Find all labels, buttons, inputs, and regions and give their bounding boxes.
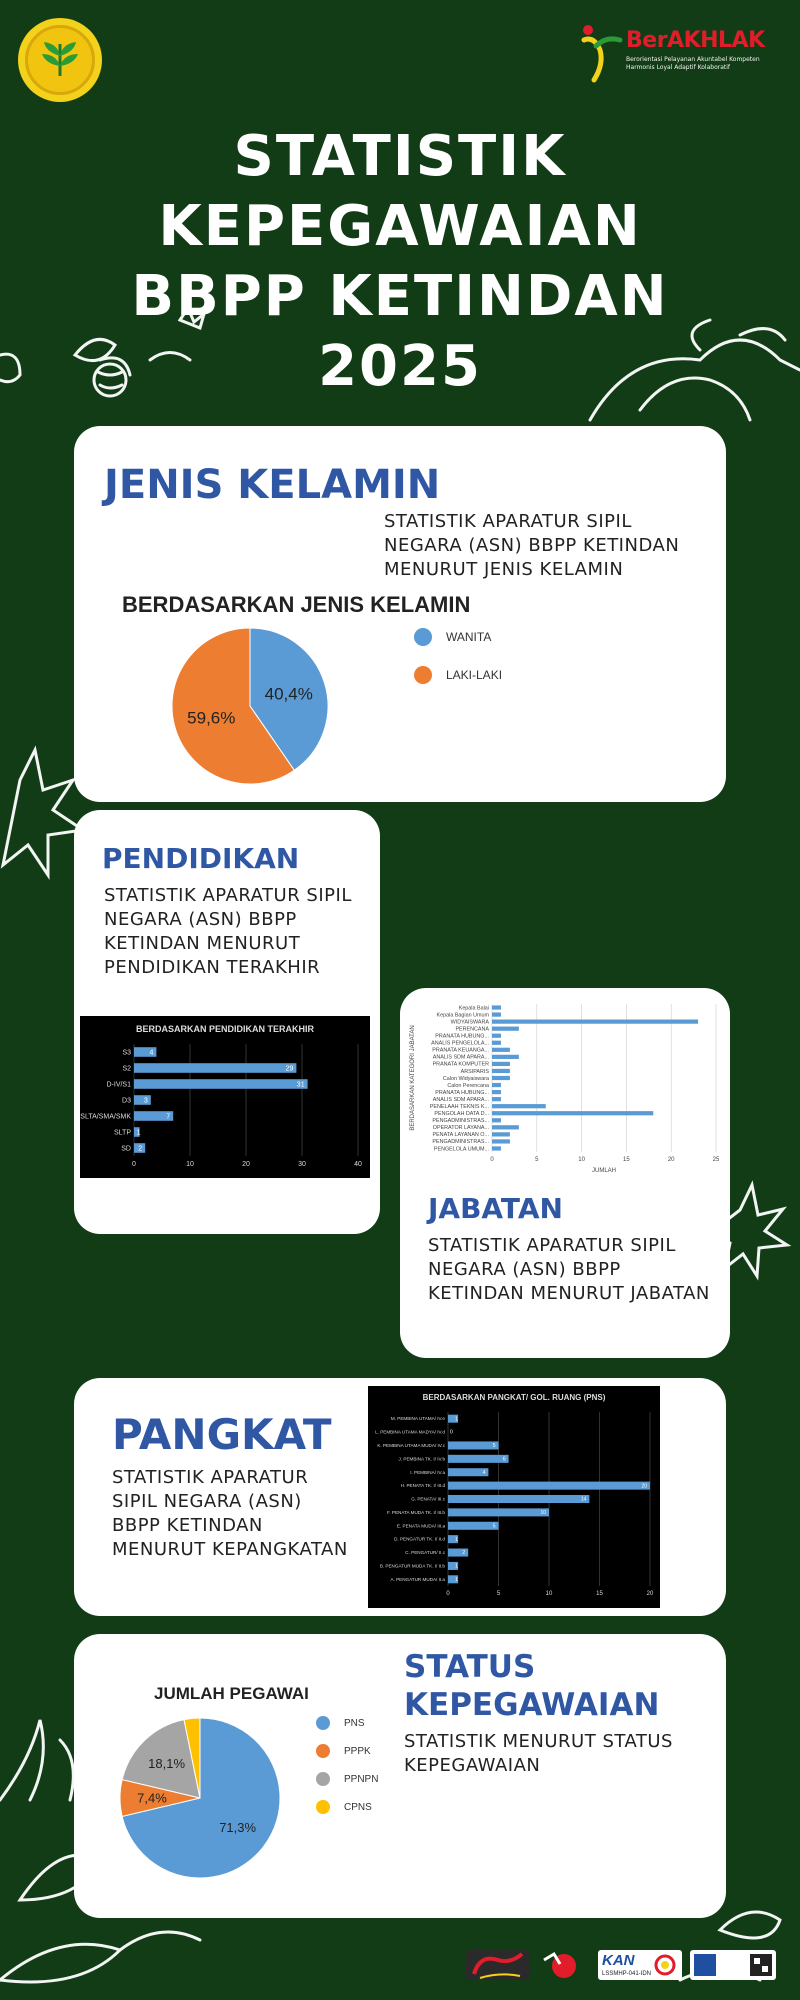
data-label: 4 [482, 1469, 486, 1476]
category-label: SD [121, 1145, 131, 1153]
title-line: STATISTIK [233, 124, 567, 189]
bar [492, 1097, 501, 1101]
category-label: D. PENGATUR TK. I/ II.d [394, 1536, 445, 1542]
certification-badge [690, 1950, 776, 1980]
y-axis-label: BERDASARKAN KATEGORI JABATAN [410, 1025, 416, 1131]
pie-value-label: 7,4% [137, 1790, 167, 1806]
status-heading [404, 1648, 659, 1724]
wbk-icon [538, 1950, 590, 1980]
rank-bar-chart [368, 1386, 660, 1608]
legend-item-laki-laki [414, 666, 502, 684]
legend-item-wanita [414, 628, 502, 646]
bar [492, 1076, 510, 1080]
bar [448, 1495, 589, 1503]
data-label: 1 [136, 1129, 141, 1137]
gender-description: STATISTIK APARATUR SIPIL NEGARA (ASN) BBPP KETINDAN MENURUT JENIS KELAMIN [384, 511, 680, 580]
bar [134, 1063, 296, 1073]
category-label: Calon Perencana [447, 1082, 489, 1089]
legend-label: PPNPN [344, 1773, 379, 1785]
rank-heading: PANGKAT [112, 1410, 332, 1459]
berakhlak-logo [576, 16, 776, 86]
data-label: 1 [455, 1536, 458, 1543]
education-card [74, 810, 380, 1234]
category-label: OPERATOR LAYANA... [432, 1125, 489, 1132]
bar [492, 1012, 501, 1016]
data-label: 10 [540, 1510, 546, 1517]
category-label: B. PENGATUR MUDA TK. I/ II.b [379, 1563, 445, 1569]
category-label: PERENCANA [455, 1026, 489, 1033]
category-label: PENGELOLA UMUM... [433, 1146, 489, 1153]
position-description: STATISTIK APARATUR SIPIL NEGARA (ASN) BBPP KETINDAN MENURUT JABATAN [428, 1235, 710, 1304]
legend-label: PNS [344, 1717, 365, 1729]
position-heading: JABATAN [428, 1192, 563, 1225]
bar [134, 1079, 308, 1089]
x-tick-label: 20 [667, 1157, 675, 1163]
data-label: 6 [502, 1456, 506, 1463]
brand-tagline: Berorientasi Pelayanan Akuntabel Kompeten Harmonis Loyal Adaptif Kolaboratif [626, 56, 760, 71]
category-label: SLTA/SMA/SMK [80, 1113, 131, 1121]
bar [492, 1083, 501, 1087]
title-line: KEPEGAWAIAN [158, 194, 642, 259]
category-label: PRANATA KEUANGA... [432, 1047, 489, 1054]
bar [492, 1027, 519, 1031]
rank-description: STATISTIK APARATUR SIPIL NEGARA (ASN) BBPP KETINDAN MENURUT KEPANGKATAN [112, 1467, 348, 1560]
legend-swatch-blue [414, 628, 432, 646]
legend-swatch-orange [414, 666, 432, 684]
category-label: SLTP [114, 1129, 131, 1137]
bar [492, 1020, 698, 1024]
category-label: K. PEMBINA UTAMA MUDA/ IV.c [377, 1442, 445, 1448]
x-tick-label: 0 [490, 1157, 494, 1163]
kan-label: KAN [602, 1952, 635, 1969]
bar [492, 1139, 510, 1143]
legend-item-pns [316, 1716, 378, 1730]
gender-card [74, 426, 726, 802]
data-label: 0 [450, 1429, 453, 1436]
bar [448, 1441, 499, 1449]
kan-badge [598, 1950, 682, 1980]
education-bar-chart [80, 1016, 370, 1178]
education-description: STATISTIK APARATUR SIPIL NEGARA (ASN) BBPP KETINDAN MENURUT PENDIDIKAN TERAKHIR [104, 885, 352, 978]
category-label: PENATA LAYANAN O... [432, 1132, 489, 1139]
category-label: ARSIPARIS [460, 1068, 489, 1075]
x-tick-label: 0 [132, 1161, 136, 1168]
legend-swatch-gray [316, 1772, 330, 1786]
gender-heading: JENIS KELAMIN [104, 462, 441, 508]
bar [492, 1104, 546, 1108]
data-label: 3 [143, 1097, 148, 1105]
bar [134, 1095, 151, 1105]
x-tick-label: 10 [578, 1157, 585, 1163]
wbk-badge [538, 1950, 590, 1980]
legend-item-ppnpn [316, 1772, 378, 1786]
bar [492, 1048, 510, 1052]
bar [492, 1034, 501, 1038]
x-tick-label: 10 [186, 1161, 194, 1168]
legend-item-cpns [316, 1800, 378, 1814]
category-label: PENELAAH TEKNIS K... [429, 1103, 489, 1110]
gender-pie-chart [170, 626, 330, 786]
category-label: PENGADMINISTRAS... [432, 1139, 489, 1146]
kan-swirl-icon [650, 1953, 680, 1977]
bar [448, 1522, 499, 1530]
ministry-logo [18, 18, 102, 102]
x-axis-label: JUMLAH [591, 1168, 617, 1174]
legend-item-pppk [316, 1744, 378, 1758]
data-label: 1 [455, 1563, 458, 1570]
gender-legend [414, 628, 502, 704]
bar [492, 1125, 519, 1129]
kan-sub: LSSMHP-041-IDN [602, 1971, 652, 1977]
category-label: PRANATA HUBUNG... [435, 1033, 489, 1040]
x-tick-label: 20 [646, 1591, 654, 1597]
education-heading: PENDIDIKAN [102, 842, 300, 875]
brand-name: BerAKHLAK [626, 28, 765, 53]
bar [492, 1132, 510, 1136]
bar [492, 1090, 501, 1094]
bar [492, 1146, 501, 1150]
category-label: Kepala Balai [458, 1005, 489, 1012]
status-heading-line: KEPEGAWAIAN [404, 1687, 660, 1723]
chart-title: BERDASARKAN PANGKAT/ GOL. RUANG (PNS) [422, 1393, 606, 1402]
page-title [0, 122, 800, 402]
legend-swatch-orange [316, 1744, 330, 1758]
x-tick-label: 25 [712, 1157, 720, 1163]
gender-chart-title: BERDASARKAN JENIS KELAMIN [122, 592, 471, 617]
plant-emblem-icon [36, 36, 84, 84]
bar [492, 1118, 501, 1122]
category-label: H. PENATA TK. I/ III.d [400, 1483, 445, 1489]
x-tick-label: 0 [446, 1591, 450, 1597]
category-label: G. PENATA/ III.c [411, 1496, 445, 1502]
pie-value-label: 59,6% [187, 708, 236, 728]
education-chart [80, 1016, 370, 1178]
category-label: PRANATA KOMPUTER [432, 1061, 489, 1068]
legend-swatch-yellow [316, 1800, 330, 1814]
category-label: A. PENGATUR MUDA/ II.a [390, 1576, 445, 1582]
category-label: ANALIS SDM APARA... [432, 1096, 489, 1103]
legend-label: LAKI-LAKI [446, 668, 503, 682]
category-label: PENGADMINISTRAS... [432, 1118, 489, 1125]
data-label: 7 [166, 1113, 171, 1121]
title-line: BBPP KETINDAN [131, 264, 669, 329]
bar [448, 1508, 549, 1516]
bar [492, 1062, 510, 1066]
pie-value-label: 71,3% [219, 1820, 257, 1836]
qr-code-icon [690, 1950, 776, 1980]
data-label: 31 [296, 1081, 305, 1089]
x-tick-label: 5 [535, 1157, 539, 1163]
category-label: D3 [122, 1097, 131, 1105]
data-label: 2 [138, 1145, 143, 1153]
category-label: ANALIS SDM APARA... [432, 1054, 489, 1061]
bar [492, 1069, 510, 1073]
category-label: L. PEMBINA UTAMA MADYA/ IV.d [375, 1429, 445, 1435]
status-chart-title: JUMLAH PEGAWAI [154, 1684, 309, 1703]
data-label: 2 [462, 1550, 466, 1557]
bar [448, 1455, 509, 1463]
data-label: 20 [641, 1483, 647, 1490]
data-label: 1 [455, 1416, 458, 1423]
category-label: Calon Widyaiswara [442, 1075, 489, 1082]
category-label: S3 [122, 1049, 131, 1057]
category-label: F. PENATA MUDA TK. I/ III.b [387, 1509, 445, 1515]
bar [492, 1111, 653, 1115]
category-label: C. PENGATUR/ II.c [405, 1550, 445, 1556]
category-label: J. PEMBINA TK. I/ IV.b [398, 1456, 445, 1462]
category-label: D-IV/S1 [106, 1081, 131, 1089]
category-label: PRANATA HUBUNG... [435, 1089, 489, 1096]
position-card [400, 988, 730, 1358]
status-description: STATISTIK MENURUT STATUS KEPEGAWAIAN [404, 1731, 673, 1776]
category-label: E. PENATA MUDA/ III.a [396, 1523, 445, 1529]
legend-label: CPNS [344, 1801, 372, 1813]
data-label: 1 [455, 1576, 458, 1583]
status-card [74, 1634, 726, 1918]
title-line: 2025 [318, 334, 482, 399]
category-label: ANALIS PENGELOLA... [431, 1040, 489, 1047]
category-label: S2 [122, 1065, 131, 1073]
bar [492, 1005, 501, 1009]
data-label: 5 [492, 1443, 496, 1450]
bar [492, 1041, 501, 1045]
status-legend [316, 1716, 378, 1828]
category-label: Kepala Bagian Umum [436, 1012, 489, 1019]
rank-chart [368, 1386, 660, 1608]
x-tick-label: 20 [242, 1161, 250, 1168]
chart-title: BERDASARKAN PENDIDIKAN TERAKHIR [135, 1024, 315, 1034]
x-tick-label: 15 [596, 1591, 603, 1597]
rank-card [74, 1378, 726, 1616]
x-tick-label: 10 [545, 1591, 553, 1597]
data-label: 4 [149, 1049, 154, 1057]
bar [492, 1055, 519, 1059]
category-label: PENGOLAH DATA D... [434, 1111, 489, 1118]
bar [448, 1482, 650, 1490]
pie-value-label: 40,4% [264, 684, 313, 704]
status-heading-line: STATUS [404, 1649, 536, 1685]
x-tick-label: 30 [298, 1161, 306, 1168]
berakhlak-emblem-icon [576, 16, 624, 86]
category-label: WIDYAISWARA [450, 1019, 489, 1026]
category-label: I. PEMBINA/ IV.a [410, 1469, 445, 1475]
zona-integritas-badge [466, 1950, 530, 1980]
footer-badges [466, 1948, 782, 1982]
data-label: 29 [285, 1065, 294, 1073]
x-tick-label: 40 [354, 1161, 362, 1168]
legend-swatch-blue [316, 1716, 330, 1730]
category-label: M. PEMBINA UTAMA/ IV.e [390, 1416, 445, 1422]
legend-label: WANITA [446, 630, 492, 644]
data-label: 5 [492, 1523, 496, 1530]
pie-value-label: 18,1% [148, 1755, 186, 1771]
x-tick-label: 15 [623, 1157, 630, 1163]
data-label: 14 [580, 1496, 587, 1503]
legend-label: PPPK [344, 1745, 371, 1757]
position-bar-chart [406, 998, 724, 1178]
x-tick-label: 5 [496, 1591, 501, 1597]
status-pie-chart [118, 1716, 282, 1880]
zona-integritas-icon [466, 1950, 530, 1980]
